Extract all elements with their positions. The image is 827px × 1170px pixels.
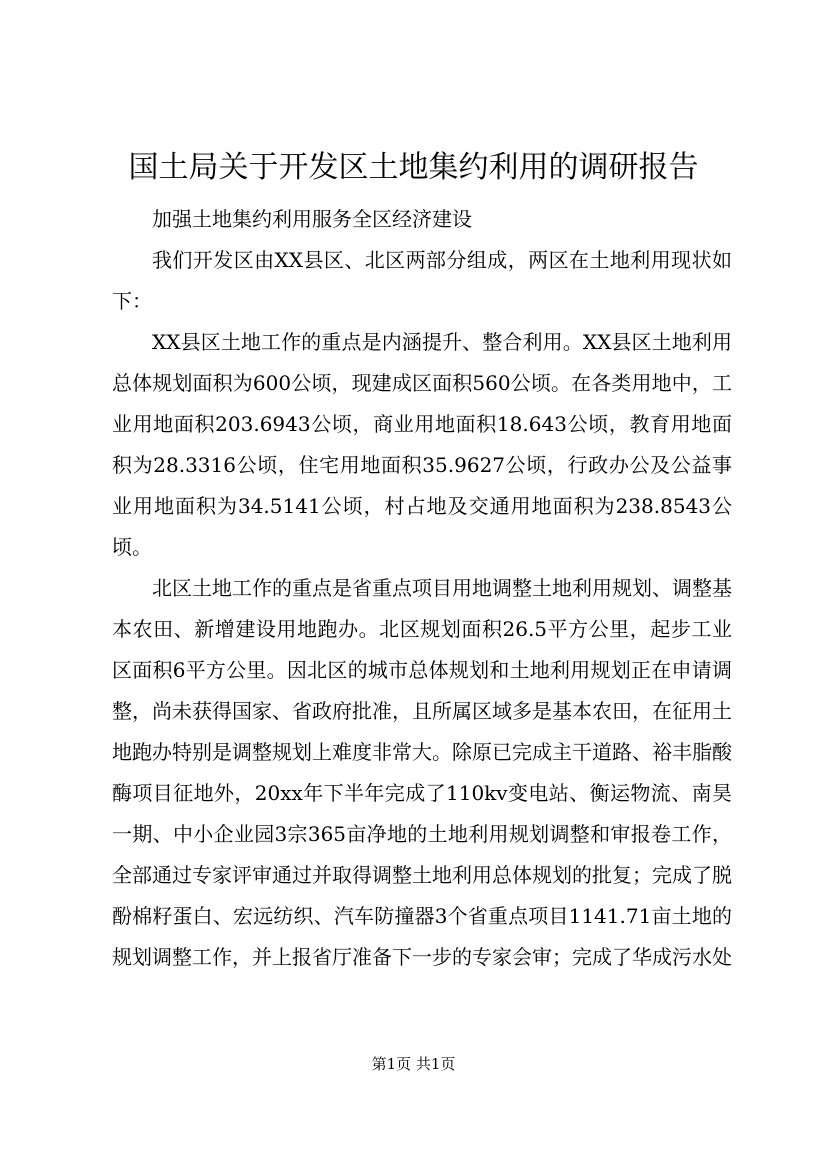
document-body xyxy=(112,199,732,978)
county-land-paragraph: XX县区土地工作的重点是内涵提升、整合利用。XX县区土地利用总体规划面积为600公顷，现建成区面积560公顷。在各类用地中，工业用地面积203.6943公顷，商业用地面积18.643公顷，教育用地面积为28.3316公顷，住宅用地面积35.9627公顷，行政办公及公益事业用地面积为34.5141公顷，村占地及交通用地面积为238.8543公顷。 xyxy=(112,330,732,559)
document-title: 国土局关于开发区土地集约利用的调研报告 xyxy=(128,150,699,185)
intro-paragraph: 我们开发区由XX县区、北区两部分组成，两区在土地利用现状如下： xyxy=(112,248,732,313)
north-district-paragraph: 北区土地工作的重点是省重点项目用地调整土地利用规划、调整基本农田、新增建设用地跑办。北区规划面积26.5平方公里，起步工业区面积6平方公里。因北区的城市总体规划和土地利用规划正在申请调整，尚未获得国家、省政府批准，且所属区域多是基本农田，在征用土地跑办特别是调整规划上难度非常大。除原已完成主干道路、裕丰脂酸酶项目征地外，20xx年下半年完成了110kv变电站、衡运物流、南昊一期、中小企业园3宗365亩净地的土地利用规划调整和审报卷工作，全部通过专家评审通过并取得调整土地利用总体规划的批复；完成了脱酚棉籽蛋白、宏远纺织、汽车防撞器3个省重点项目1141.71亩土地的规划调整工作，并上报省厅准备下一步的专家会审；完成了华成污水处 xyxy=(112,576,732,969)
subtitle-paragraph: 加强土地集约利用服务全区经济建设 xyxy=(152,207,472,231)
page-number-footer: 第1页 共1页 xyxy=(371,1055,456,1073)
